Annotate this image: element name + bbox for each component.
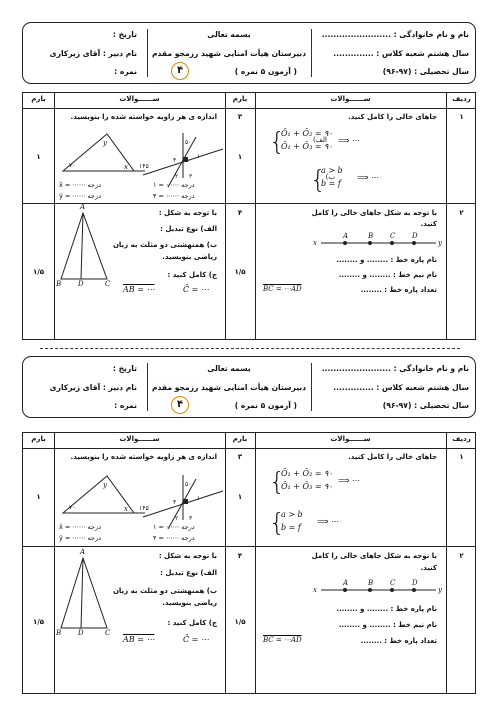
header-questions: ســــــوالات <box>330 95 371 103</box>
angle-1-label: ۱ <box>197 495 201 502</box>
q2-label-c: C <box>390 232 396 240</box>
q1-eq1: Ô₁ + Ô₂ = ۹۰ <box>281 469 333 478</box>
angle-50-label: ۵۰ <box>185 139 192 146</box>
q1-brace-a: { <box>269 467 285 496</box>
q3-answer-y: ŷ = ⋯⋯ درجه <box>59 192 102 200</box>
q2-bc-ad: BC = ⋯AD <box>263 285 302 293</box>
grade-field: نمره : <box>114 67 137 76</box>
q4-part-c: ج) کامل کنید : <box>167 619 217 627</box>
q3-score: ۱ <box>36 153 41 161</box>
q4-ab-blank: AB = ⋯ <box>123 635 155 644</box>
q4-median <box>81 558 83 628</box>
q4-triangle-figure <box>23 433 223 695</box>
q3-answer-x: x̂ = ⋯⋯ درجه <box>59 181 102 189</box>
score-circle: ۴ <box>171 62 189 80</box>
q4-score: ۱/۵ <box>32 268 45 276</box>
q2-score: ۱/۵ <box>234 618 246 626</box>
q4-part-b-line2: ریاضی بنویسید. <box>162 253 217 261</box>
angle-2-label: ۲ <box>175 515 179 522</box>
q1-eq4: b = f <box>281 523 301 532</box>
q4-vertex-b: B <box>56 280 62 288</box>
q2-label-a: A <box>343 579 349 587</box>
q4-c-blank: Ĉ = ⋯ <box>183 285 209 294</box>
angle-4-label: ۴ <box>173 157 177 164</box>
q3-score: ۱ <box>36 493 41 501</box>
exam-sheet-top <box>22 22 476 340</box>
q2-text-line2: کنید. <box>420 220 437 228</box>
date-field: تاریخ : <box>112 30 137 39</box>
q2-label-c: C <box>390 579 396 587</box>
q4-vertex-c: C <box>105 629 111 637</box>
q4-part-c: ج) کامل کنید : <box>167 271 217 279</box>
exam-sheet-bottom <box>22 356 476 694</box>
header-score: بارم <box>232 435 248 443</box>
header-divider <box>311 363 312 411</box>
q4-intro: با توجه به شکل : <box>158 552 217 560</box>
q4-triangle <box>61 558 107 628</box>
q2-number: ۲ <box>459 209 464 217</box>
q4-vertex-d: D <box>78 629 84 637</box>
q2-score: ۱/۵ <box>234 268 246 276</box>
header-questions: ســــــوالات <box>119 435 160 443</box>
angle-y-label: y <box>103 481 107 489</box>
teacher-name: نام دبیر : آقای زیرکاری <box>49 49 137 58</box>
angle-3-label: ۳ <box>189 515 193 522</box>
angle-4-label: ۴ <box>173 499 177 506</box>
q4-vertex-a: A <box>80 548 86 556</box>
q4-vertex-a: A <box>80 203 86 211</box>
q1-eq2: Ô₁ + Ô₃ = ۹۰ <box>281 482 333 491</box>
point-a <box>343 588 347 592</box>
q2-x-label: x <box>313 586 317 594</box>
exam-header <box>22 356 476 418</box>
q3-text: اندازه ی هر زاویه خواسته شده را بنویسید. <box>70 453 217 461</box>
q2-x-label: x <box>313 239 317 247</box>
q1-brace-b: { <box>310 165 326 194</box>
q1-eq4: b = f <box>321 179 341 188</box>
header-divider <box>311 29 312 77</box>
q2-y-label: y <box>438 586 442 594</box>
point-b <box>368 241 372 245</box>
q2-label-d: D <box>412 232 418 240</box>
q1-implies-b: ⟹ ⋯ <box>317 517 340 526</box>
q3-answer-x: x̂ = ⋯⋯ درجه <box>59 523 102 531</box>
header-score: بارم <box>232 95 248 103</box>
q4-vertex-d: D <box>78 280 84 288</box>
q2-y-label: y <box>438 239 442 247</box>
q1-number: ۱ <box>459 113 464 121</box>
q4-part-a: الف) نوع تبدیل : <box>160 569 217 577</box>
q1-part-b-label: ب) <box>325 173 335 181</box>
q2-text-line1: با توجه به شکل جاهای خالی را کامل <box>311 552 437 560</box>
questions-table <box>22 92 476 340</box>
angle-145-label: ۱۴۵ <box>139 163 149 170</box>
q1-eq1: Ô₁ + Ô₂ = ۹۰ <box>281 129 333 138</box>
angle-1-label: ۱ <box>197 153 201 160</box>
exam-title: ( آزمون ۵ نمره ) <box>234 67 297 76</box>
header-radif: ردیف <box>452 435 471 443</box>
school-name: دبیرستان هیأت امنایی شهید رزمجو مقدم <box>151 383 307 392</box>
exam-header <box>22 22 476 84</box>
q4-c-blank: Ĉ = ⋯ <box>183 635 209 644</box>
q2-label-a: A <box>343 232 349 240</box>
angle-145-label: ۱۴۵ <box>139 505 149 512</box>
q2-text-line2: کنید. <box>420 564 437 572</box>
q1-text: جاهای خالی را کامل کنید. <box>348 453 437 461</box>
q2-ray-names: نام نیم خط : ........ و ........ <box>338 621 437 629</box>
q1-eq2: Ô₁ + Ô₃ = ۹۰ <box>281 142 333 151</box>
q2-label-b: B <box>368 579 374 587</box>
q2-segment-count: تعداد پاره خط : ........ <box>360 286 437 294</box>
q4-median <box>81 213 83 279</box>
angle-y-label: y <box>103 139 107 147</box>
header-divider <box>147 363 148 411</box>
teacher-name: نام دبیر : آقای زیرکاری <box>49 383 137 392</box>
basmala: بسمه تعالی <box>207 364 251 373</box>
school-year: سال تحصیلی : (۹۷-۹۶) <box>382 401 469 410</box>
header-questions: ســــــوالات <box>119 95 160 103</box>
q4-part-b-line1: ب) همنهشتی دو مثلث به زبان <box>112 587 217 595</box>
grade-field: نمره : <box>114 401 137 410</box>
cut-line <box>40 348 460 349</box>
angle-50-label: ۵۰ <box>185 481 192 488</box>
class-field: سال هشتم شعبه کلاس : .............. <box>333 383 469 392</box>
q2-segment-count: تعداد پاره خط : ........ <box>360 637 437 645</box>
q1-score: ۱ <box>237 493 243 501</box>
q1-number: ۱ <box>459 453 464 461</box>
point-b <box>368 588 372 592</box>
header-questions: ســــــوالات <box>330 435 371 443</box>
point-c <box>390 588 394 592</box>
q4-part-b-line1: ب) همنهشتی دو مثلث به زبان <box>112 241 217 249</box>
point-c <box>390 241 394 245</box>
q4-vertex-b: B <box>56 629 62 637</box>
q1-brace-a: { <box>269 127 285 156</box>
q3-answer-1: ۱ = ⋯⋯ درجه <box>153 523 195 531</box>
q1-implies-b: ⟹ ⋯ <box>357 173 380 182</box>
q2-ray-names: نام نیم خط : ........ و ........ <box>338 271 437 279</box>
angle-70-label: ۷۰ <box>69 162 76 169</box>
angle-70-label: ۷۰ <box>69 504 76 511</box>
q2-label-d: D <box>412 579 418 587</box>
q1-implies-a: ⟹ ⋯ <box>338 136 361 145</box>
q3-number: ۳ <box>237 113 243 121</box>
questions-table <box>22 432 476 694</box>
school-year: سال تحصیلی : (۹۷-۹۶) <box>382 67 469 76</box>
q2-number: ۲ <box>459 552 464 560</box>
angle-x-label: x <box>124 505 128 513</box>
q4-triangle <box>61 213 107 279</box>
point-a <box>343 241 347 245</box>
q3-answer-4: ۴ = ⋯⋯ درجه <box>153 534 195 542</box>
q4-intro: با توجه به شکل : <box>158 209 217 217</box>
exam-title: ( آزمون ۵ نمره ) <box>234 401 297 410</box>
point-d <box>412 588 416 592</box>
q2-bc-ad: BC = ⋯AD <box>263 636 302 644</box>
q2-segment-names: نام پاره خط : ........ و ........ <box>336 605 437 613</box>
q3-answer-1: ۱ = ⋯⋯ درجه <box>153 181 195 189</box>
q4-triangle-figure <box>23 93 223 341</box>
header-score: بارم <box>31 435 46 443</box>
q1-eq3: a > b <box>281 510 303 519</box>
angle-3-label: ۳ <box>189 173 193 180</box>
q4-part-a: الف) نوع تبدیل : <box>160 225 217 233</box>
q3-answer-y: ŷ = ⋯⋯ درجه <box>59 534 102 542</box>
point-d <box>412 241 416 245</box>
header-score: بارم <box>31 95 46 103</box>
q1-implies-a: ⟹ ⋯ <box>338 476 361 485</box>
score-circle: ۴ <box>171 396 189 414</box>
q1-score: ۱ <box>237 153 243 161</box>
q3-answer-4: ۴ = ⋯⋯ درجه <box>153 192 195 200</box>
basmala: بسمه تعالی <box>207 30 251 39</box>
q1-brace-b: { <box>269 508 285 537</box>
class-field: سال هشتم شعبه کلاس : .............. <box>333 49 469 58</box>
q4-part-b-line2: ریاضی بنویسید. <box>162 599 217 607</box>
header-divider <box>147 29 148 77</box>
student-name-field: نام و نام خانوادگی : ........................ <box>321 364 469 373</box>
q4-ab-blank: AB = ⋯ <box>123 285 155 294</box>
q3-number: ۳ <box>237 453 243 461</box>
q2-label-b: B <box>368 232 374 240</box>
student-name-field: نام و نام خانوادگی : ........................ <box>321 30 469 39</box>
q3-text: اندازه ی هر زاویه خواسته شده را بنویسید. <box>70 113 217 121</box>
header-radif: ردیف <box>452 95 471 103</box>
q2-text-line1: با توجه به شکل جاهای خالی را کامل <box>311 209 437 217</box>
q1-eq3: a > b <box>321 166 343 175</box>
q1-part-a-label: الف) <box>312 136 327 144</box>
school-name: دبیرستان هیأت امنایی شهید رزمجو مقدم <box>151 49 307 58</box>
q4-score: ۱/۵ <box>32 618 45 626</box>
q1-text: جاهای خالی را کامل کنید. <box>348 113 437 121</box>
q4-number: ۴ <box>237 552 243 560</box>
q4-vertex-c: C <box>105 280 111 288</box>
angle-x-label: x <box>124 163 128 171</box>
date-field: تاریخ : <box>112 364 137 373</box>
q2-segment-names: نام پاره خط : ........ و ........ <box>336 256 437 264</box>
q4-number: ۴ <box>237 209 243 217</box>
angle-2-label: ۲ <box>175 173 179 180</box>
